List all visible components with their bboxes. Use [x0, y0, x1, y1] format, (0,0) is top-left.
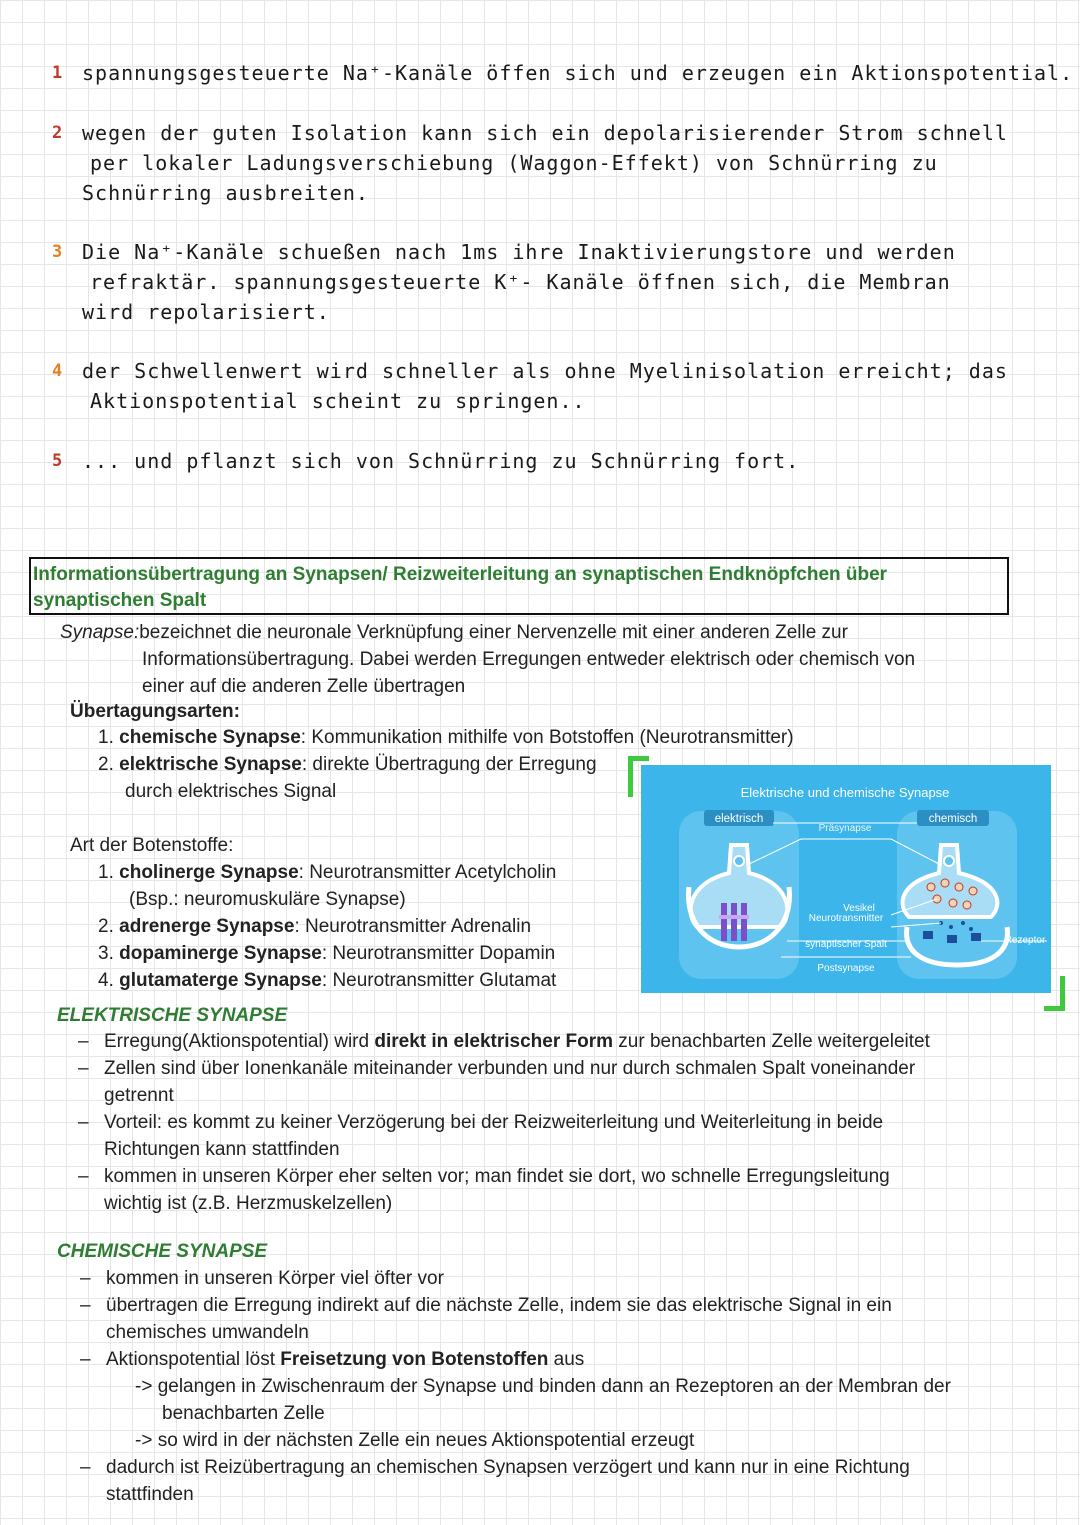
bullet-text: Erregung(Aktionspotential) wird [104, 1031, 375, 1052]
note-2 [52, 118, 1008, 208]
list-term: adrenerge Synapse [119, 916, 295, 937]
figure-title: Elektrische und chemische Synapse [740, 785, 950, 800]
list-term: dopaminerge Synapse [119, 943, 322, 964]
vesicle [941, 879, 949, 887]
synapse-figure [641, 765, 1051, 993]
list-num: 4. [98, 970, 114, 991]
vesicle [949, 899, 957, 907]
list-term: chemische Synapse [119, 727, 301, 748]
bullet-item [80, 1265, 444, 1292]
note-line: Aktionspotential scheint zu springen.. [90, 389, 586, 413]
list-text: : Neurotransmitter Dopamin [321, 943, 556, 964]
bullet-text: getrennt [104, 1085, 174, 1106]
note-number: 2 [52, 123, 64, 143]
list-item-cont: (Bsp.: neuromuskuläre Synapse) [129, 889, 406, 910]
bullet-item [80, 1454, 910, 1508]
marker-dot [944, 856, 954, 866]
bullet-text: Vorteil: es kommt zu keiner Verzögerung bei der Reizweiterleitung und Weiterleitung in beide [104, 1112, 884, 1133]
bullet-item [80, 1292, 892, 1346]
list-item [98, 967, 556, 994]
synapse-term: Synapse: [60, 622, 140, 643]
list-text: : direkte Übertragung der Erregung [301, 754, 597, 775]
botenstoffe-title: Art der Botenstoffe: [70, 835, 234, 856]
bullet-text: chemisches umwandeln [106, 1322, 309, 1343]
list-num: 1. [98, 862, 114, 883]
bullet-text: zur benachbarten Zelle weitergeleitet [613, 1031, 930, 1052]
note-5 [52, 446, 800, 476]
bullet-text: dadurch ist Reizübertragung an chemischen Synapsen verzögert und kann nur in eine Richtung [106, 1457, 910, 1478]
list-text: : Neurotransmitter Acetylcholin [298, 862, 557, 883]
receptor [923, 931, 933, 939]
label-praesynapse: Präsynapse [818, 823, 872, 834]
tag-elektrisch: elektrisch [714, 813, 764, 825]
list-item [98, 940, 555, 967]
note-number: 5 [52, 451, 64, 471]
section-elektrisch-title: ELEKTRISCHE SYNAPSE [57, 1005, 288, 1026]
bullet-dash: – [80, 1295, 91, 1316]
synapse-def-line: bezeichnet die neuronale Verknüpfung einer Nervenzelle mit einer anderen Zelle zur [139, 622, 848, 643]
note-line: per lokaler Ladungsverschiebung (Waggon-Effekt) von Schnürring zu [90, 151, 938, 175]
bullet-item [78, 1055, 916, 1109]
neurotransmitter-dot [949, 925, 953, 929]
note-line: wegen der guten Isolation kann sich ein depolarisierender Strom schnell [82, 121, 1008, 145]
note-line: Die Na⁺-Kanäle schueßen nach 1ms ihre Inaktivierungstore und werden [82, 240, 956, 264]
label-neurotransmitter: Neurotransmitter [808, 913, 884, 924]
arrow-item: -> gelangen in Zwischenraum der Synapse und binden dann an Rezeptoren an der Membran der [135, 1376, 951, 1397]
receptor [947, 935, 957, 943]
vesicle [927, 883, 935, 891]
list-text: : Kommunikation mithilfe von Botstoffen (Neurotransmitter) [300, 727, 794, 748]
list-item [98, 859, 556, 886]
list-num: 2. [98, 754, 114, 775]
list-item-cont: durch elektrisches Signal [125, 781, 337, 802]
note-3 [52, 237, 956, 327]
bullet-text: aus [548, 1349, 585, 1370]
marker-dot [734, 856, 744, 866]
arrow-item-cont: benachbarten Zelle [162, 1403, 325, 1424]
bullet-item [78, 1163, 890, 1217]
list-num: 2. [98, 916, 114, 937]
bullet-bold: Freisetzung von Botenstoffen [280, 1349, 549, 1370]
synapse-diagram [641, 765, 1051, 993]
list-term: cholinerge Synapse [119, 862, 299, 883]
note-line: refraktär. spannungsgesteuerte K⁺- Kanäle öffnen sich, die Membran [90, 270, 951, 294]
vesicle [955, 883, 963, 891]
bullet-item [80, 1346, 585, 1373]
arrow-item: -> so wird in der nächsten Zelle ein neues Aktionspotential erzeugt [135, 1430, 695, 1451]
receptor [971, 933, 981, 941]
list-term: elektrische Synapse [119, 754, 302, 775]
bullet-text: Aktionspotential löst [106, 1349, 281, 1370]
bullet-text: Zellen sind über Ionenkanäle miteinander verbunden und nur durch schmalen Spalt voneinander [104, 1058, 916, 1079]
bullet-text: kommen in unseren Körper viel öfter vor [106, 1268, 444, 1289]
bullet-dash: – [78, 1112, 89, 1133]
list-num: 1. [98, 727, 114, 748]
tag-chemisch: chemisch [928, 813, 978, 825]
bullet-text: übertragen die Erregung indirekt auf die nächste Zelle, indem sie das elektrische Signal in ein [106, 1295, 892, 1316]
label-postsynapse: Postsynapse [817, 963, 875, 974]
list-item [98, 751, 597, 778]
vesicle [963, 901, 971, 909]
list-item [98, 724, 794, 751]
channel-band [719, 915, 749, 919]
ion-channel [731, 903, 737, 941]
bullet-dash: – [78, 1058, 89, 1079]
note-line: der Schwellenwert wird schneller als ohne Myelinisolation erreicht; das [82, 359, 1008, 383]
list-text: : Neurotransmitter Adrenalin [294, 916, 532, 937]
section-heading: Informationsübertragung an Synapsen/ Reizweiterleitung an synaptischen Endknöpfchen über synaptischen Spalt [29, 557, 1009, 615]
vesicle [969, 887, 977, 895]
neurotransmitter-dot [961, 921, 965, 925]
neurotransmitter-dot [969, 927, 973, 931]
section-chemisch-title: CHEMISCHE SYNAPSE [57, 1241, 268, 1262]
bullet-dash: – [78, 1031, 89, 1052]
list-num: 3. [98, 943, 114, 964]
bullet-dash: – [80, 1349, 91, 1370]
note-line: ... und pflanzt sich von Schnürring zu Schnürring fort. [82, 449, 800, 473]
label-vesikel: Vesikel [843, 903, 875, 914]
bullet-bold: direkt in elektrischer Form [374, 1031, 614, 1052]
note-number: 4 [52, 361, 64, 381]
bullet-text: wichtig ist (z.B. Herzmuskelzellen) [104, 1193, 393, 1214]
note-number: 3 [52, 242, 64, 262]
synapse-definition [60, 619, 848, 646]
note-line: Schnürring ausbreiten. [82, 181, 369, 205]
bullet-text: stattfinden [106, 1484, 194, 1505]
note-number: 1 [52, 63, 64, 83]
bullet-dash: – [80, 1457, 91, 1478]
bullet-text: Richtungen kann stattfinden [104, 1139, 340, 1160]
label-spalt: synaptischer Spalt [805, 939, 887, 950]
note-line: wird repolarisiert. [82, 300, 330, 324]
list-item [98, 913, 531, 940]
bullet-item [78, 1109, 884, 1163]
note-line: spannungsgesteuerte Na⁺-Kanäle öffen sich und erzeugen ein Aktionspotential. [82, 61, 1074, 85]
list-term: glutamaterge Synapse [119, 970, 322, 991]
uebertragungsarten-title: Übertagungsarten: [70, 701, 240, 722]
note-1 [52, 58, 1074, 88]
label-rezeptor: Rezeptor [1004, 935, 1046, 946]
bullet-item [78, 1028, 930, 1055]
list-text: : Neurotransmitter Glutamat [321, 970, 557, 991]
note-4 [52, 356, 1008, 416]
bullet-text: kommen in unseren Körper eher selten vor; man findet sie dort, wo schnelle Erregungsleitung [104, 1166, 890, 1187]
synapse-def-line: Informationsübertragung. Dabei werden Erregungen entweder elektrisch oder chemisch von [142, 649, 916, 670]
bullet-dash: – [80, 1268, 91, 1289]
bullet-dash: – [78, 1166, 89, 1187]
synapse-def-line: einer auf die anderen Zelle übertragen [142, 676, 466, 697]
ion-channel [741, 903, 747, 941]
ion-channel [721, 903, 727, 941]
